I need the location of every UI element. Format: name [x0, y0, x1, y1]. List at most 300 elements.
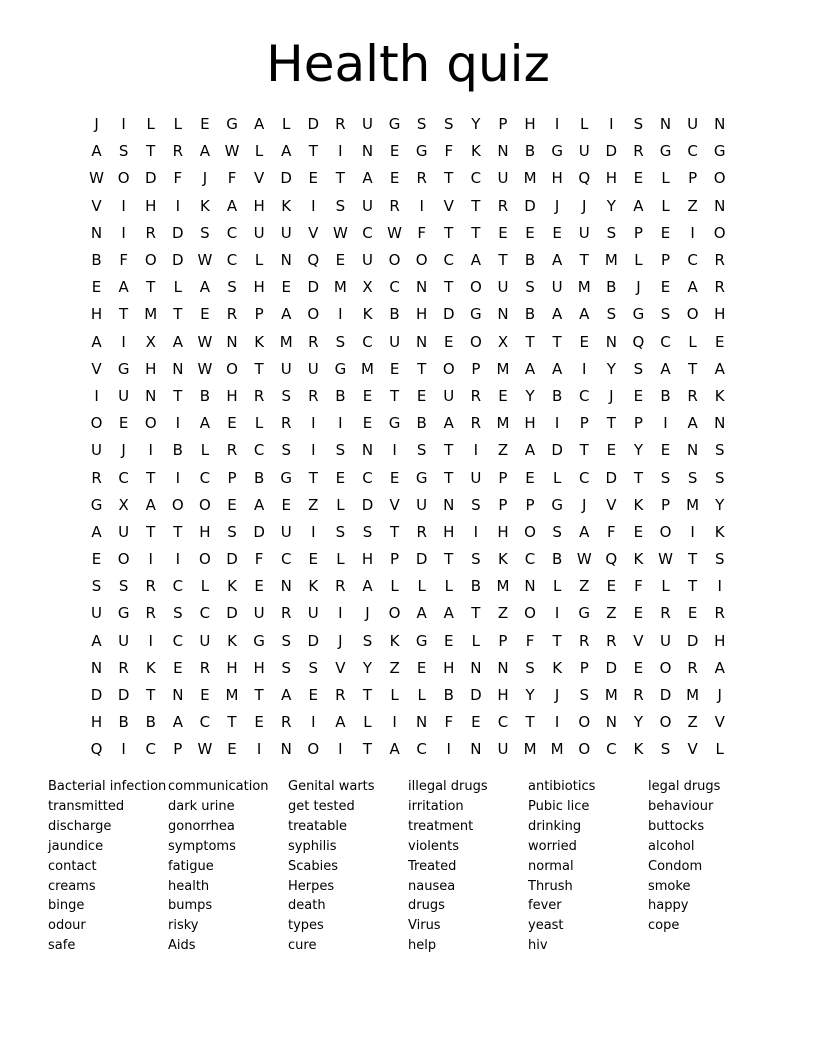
grid-letter: U [199, 631, 211, 650]
grid-letter: P [660, 251, 671, 270]
grid-letter: N [416, 713, 428, 732]
grid-letter: X [118, 495, 129, 514]
grid-letter: G [117, 604, 130, 623]
word-list-item: Herpes [288, 878, 335, 894]
grid-letter: M [333, 278, 347, 297]
grid-letter: L [715, 740, 724, 759]
grid-letter: J [717, 686, 722, 705]
grid-letter: R [308, 332, 319, 351]
grid-letter: T [335, 169, 345, 188]
grid-letter: S [660, 740, 671, 759]
grid-letter: F [254, 550, 264, 569]
grid-letter: R [416, 522, 427, 541]
word-list-item: nausea [408, 878, 456, 894]
grid-letter: O [144, 251, 157, 270]
grid-letter: G [226, 115, 238, 134]
grid-letter: D [415, 550, 428, 569]
grid-letter: I [717, 577, 722, 596]
grid-letter: U [497, 278, 509, 297]
grid-letter: A [389, 740, 400, 759]
grid-letter: H [497, 522, 509, 541]
grid-letter: M [496, 359, 510, 378]
grid-letter: U [91, 604, 103, 623]
grid-letter: D [605, 468, 618, 487]
word-list-item: binge [48, 898, 85, 914]
grid-letter: E [633, 169, 644, 188]
grid-row [83, 464, 733, 491]
grid-letter: S [660, 468, 671, 487]
grid-letter: R [416, 169, 427, 188]
grid-letter: L [390, 577, 399, 596]
grid-letter: I [311, 441, 316, 460]
grid-letter: S [91, 577, 102, 596]
grid-letter: J [554, 196, 560, 215]
grid-letter: E [552, 223, 562, 242]
grid-letter: I [338, 604, 343, 623]
word-list-item: behaviour [648, 798, 714, 814]
grid-letter: B [443, 686, 454, 705]
grid-letter: E [389, 468, 400, 487]
grid-letter: E [91, 278, 102, 297]
grid-letter: K [389, 631, 400, 650]
grid-letter: A [443, 414, 454, 433]
grid-letter: U [91, 441, 103, 460]
grid-letter: D [117, 686, 130, 705]
grid-letter: Q [632, 332, 645, 351]
grid-letter: M [523, 169, 537, 188]
grid-letter: R [633, 686, 644, 705]
word-list-item: drugs [408, 898, 445, 914]
grid-letter: L [688, 332, 697, 351]
grid-letter: U [551, 278, 563, 297]
grid-letter: P [173, 740, 183, 759]
grid-letter: Z [389, 658, 400, 677]
grid-letter: A [660, 359, 671, 378]
word-list-item: risky [168, 918, 199, 934]
word-list-item: Pubic lice [528, 798, 590, 814]
grid-letter: G [551, 142, 563, 161]
grid-letter: V [308, 223, 319, 242]
grid-letter: P [579, 414, 589, 433]
grid-letter: C [280, 550, 292, 569]
grid-letter: N [280, 251, 292, 270]
grid-letter: A [199, 414, 211, 433]
grid-row [83, 329, 733, 356]
grid-letter: L [173, 278, 182, 297]
grid-letter: I [311, 196, 316, 215]
grid-letter: R [91, 468, 102, 487]
grid-letter: D [90, 686, 103, 705]
grid-letter: O [171, 495, 184, 514]
grid-letter: L [444, 577, 453, 596]
grid-letter: N [145, 386, 157, 405]
grid-letter: I [392, 713, 397, 732]
grid-letter: Y [715, 495, 725, 514]
grid-letter: H [443, 522, 455, 541]
word-list-item: antibiotics [528, 779, 596, 794]
grid-letter: W [387, 223, 402, 242]
grid-letter: J [338, 631, 343, 650]
grid-letter: R [660, 604, 671, 623]
grid-letter: I [338, 740, 343, 759]
word-column [48, 777, 168, 956]
grid-letter: I [175, 196, 181, 215]
grid-letter: W [197, 251, 213, 270]
grid-letter: E [633, 658, 644, 677]
grid-letter: R [687, 658, 698, 677]
grid-letter: H [145, 359, 157, 378]
grid-letter: P [227, 468, 237, 487]
grid-letter: R [145, 604, 156, 623]
grid-letter: V [633, 631, 644, 650]
word-list-item: death [288, 898, 326, 914]
grid-letter: V [91, 196, 102, 215]
grid-letter: S [308, 658, 319, 677]
grid-letter: O [307, 740, 320, 759]
grid-letter: A [91, 631, 102, 650]
grid-letter: F [525, 631, 535, 650]
grid-letter: T [444, 278, 454, 297]
grid-letter: T [606, 414, 616, 433]
grid-letter: O [90, 414, 103, 433]
grid-letter: P [688, 169, 698, 188]
grid-letter: D [470, 686, 482, 705]
grid-letter: U [687, 115, 699, 134]
grid-letter: C [497, 713, 509, 732]
grid-letter: K [362, 305, 373, 324]
grid-letter: Z [497, 604, 509, 623]
grid-letter: I [175, 468, 181, 487]
word-column [288, 777, 408, 956]
grid-letter: A [91, 332, 102, 351]
word-list-item: gonorrhea [168, 818, 235, 834]
grid-letter: O [686, 305, 699, 324]
grid-letter: V [443, 196, 454, 215]
grid-letter: S [444, 115, 454, 134]
grid-letter: H [714, 305, 726, 324]
grid-letter: Y [525, 686, 535, 705]
grid-letter: C [524, 550, 536, 569]
grid-letter: E [200, 115, 210, 134]
grid-letter: A [552, 305, 563, 324]
grid-letter: S [714, 468, 725, 487]
grid-letter: R [714, 251, 725, 270]
grid-letter: L [146, 115, 155, 134]
grid-letter: S [660, 305, 671, 324]
grid-letter: I [338, 305, 343, 324]
grid-letter: S [200, 223, 210, 242]
word-list-item: types [288, 918, 324, 934]
grid-letter: H [226, 658, 238, 677]
grid-letter: I [690, 223, 695, 242]
grid-letter: A [335, 713, 346, 732]
grid-letter: R [389, 196, 400, 215]
grid-letter: P [471, 359, 481, 378]
grid-letter: U [253, 223, 265, 242]
grid-letter: N [659, 115, 672, 134]
grid-letter: N [443, 495, 455, 514]
grid-letter: Y [362, 658, 373, 677]
grid-letter: F [173, 169, 183, 188]
grid-letter: L [661, 577, 670, 596]
grid-letter: E [227, 414, 237, 433]
grid-letter: S [281, 441, 291, 460]
grid-letter: D [280, 169, 292, 188]
grid-letter: I [473, 441, 479, 460]
grid-letter: J [365, 604, 370, 623]
grid-letter: B [524, 305, 536, 324]
grid-letter: K [308, 577, 319, 596]
word-list-item: get tested [288, 798, 355, 814]
grid-letter: Y [525, 386, 535, 405]
grid-letter: C [606, 740, 617, 759]
grid-letter: C [199, 713, 211, 732]
grid-letter: D [172, 223, 184, 242]
grid-letter: T [254, 359, 264, 378]
grid-letter: L [254, 142, 264, 161]
grid-letter: T [471, 196, 481, 215]
grid-letter: S [281, 386, 291, 405]
grid-letter: E [200, 305, 210, 324]
grid-letter: K [227, 631, 237, 650]
grid-letter: K [227, 577, 237, 596]
grid-letter: E [335, 251, 346, 270]
grid-letter: A [199, 278, 211, 297]
word-list-item: cope [648, 918, 680, 934]
grid-letter: C [226, 251, 238, 270]
grid-letter: Y [606, 196, 616, 215]
grid-letter: G [551, 495, 563, 514]
word-list-item: hiv [528, 938, 548, 954]
grid-letter: S [471, 550, 481, 569]
grid-row [83, 274, 733, 301]
grid-letter: L [200, 577, 210, 596]
grid-letter: K [633, 495, 644, 514]
grid-letter: U [578, 223, 590, 242]
grid-letter: L [552, 577, 562, 596]
word-list-item: creams [48, 878, 96, 894]
grid-letter: S [525, 278, 535, 297]
grid-letter: J [582, 495, 587, 514]
grid-row [83, 138, 733, 165]
grid-letter: W [224, 142, 240, 161]
grid-letter: H [90, 305, 103, 324]
grid-letter: B [524, 142, 536, 161]
grid-letter: O [307, 305, 320, 324]
grid-letter: A [281, 305, 292, 324]
grid-letter: H [199, 522, 211, 541]
grid-letter: L [282, 115, 291, 134]
grid-letter: N [714, 115, 726, 134]
grid-letter: A [579, 522, 590, 541]
word-column [168, 777, 288, 956]
grid-letter: U [416, 495, 428, 514]
grid-letter: H [551, 169, 563, 188]
grid-letter: E [118, 414, 129, 433]
grid-letter: R [145, 223, 156, 242]
grid-letter: A [524, 441, 536, 460]
grid-letter: Z [606, 604, 617, 623]
grid-letter: L [200, 441, 210, 460]
grid-letter: N [416, 332, 428, 351]
grid-letter: Z [687, 196, 698, 215]
grid-letter: E [660, 278, 671, 297]
grid-letter: I [121, 332, 126, 351]
grid-letter: L [363, 713, 372, 732]
grid-letter: N [361, 441, 374, 460]
grid-letter: A [714, 359, 725, 378]
grid-letter: E [633, 522, 644, 541]
grid-letter: D [172, 251, 184, 270]
grid-letter: T [498, 251, 508, 270]
grid-letter: B [172, 441, 183, 460]
word-list-item: Aids [168, 938, 196, 954]
grid-letter: X [497, 332, 509, 351]
grid-letter: C [389, 278, 400, 297]
grid-letter: T [173, 386, 183, 405]
grid-row [83, 220, 733, 247]
grid-letter: G [117, 359, 130, 378]
grid-letter: S [227, 278, 237, 297]
grid-letter: C [199, 604, 211, 623]
grid-letter: F [444, 142, 454, 161]
grid-letter: A [226, 196, 238, 215]
grid-letter: Z [497, 441, 509, 460]
grid-letter: M [496, 577, 510, 596]
grid-letter: U [470, 468, 482, 487]
grid-letter: O [415, 251, 428, 270]
word-list-item: normal [528, 858, 574, 874]
grid-letter: A [199, 142, 211, 161]
grid-letter: R [497, 196, 509, 215]
grid-letter: N [172, 359, 184, 378]
grid-letter: S [633, 115, 644, 134]
grid-letter: S [362, 522, 373, 541]
grid-letter: C [199, 468, 211, 487]
grid-letter: H [524, 115, 536, 134]
grid-letter: R [280, 414, 292, 433]
grid-letter: D [686, 631, 699, 650]
grid-row [83, 247, 733, 274]
grid-letter: D [226, 550, 238, 569]
grid-row [83, 546, 733, 573]
grid-letter: E [471, 713, 481, 732]
grid-letter: U [307, 359, 319, 378]
grid-letter: N [280, 740, 292, 759]
grid-letter: A [687, 414, 698, 433]
grid-letter: L [173, 115, 182, 134]
grid-letter: T [688, 359, 698, 378]
grid-letter: I [94, 386, 99, 405]
grid-letter: E [308, 686, 319, 705]
grid-letter: O [524, 522, 536, 541]
grid-letter: C [362, 468, 373, 487]
grid-letter: T [308, 468, 318, 487]
grid-letter: M [550, 740, 564, 759]
grid-letter: P [498, 468, 508, 487]
grid-letter: S [714, 550, 725, 569]
grid-letter: G [713, 142, 726, 161]
grid-letter: S [335, 441, 346, 460]
grid-letter: S [335, 522, 346, 541]
grid-letter: J [554, 686, 560, 705]
grid-letter: G [253, 631, 265, 650]
grid-letter: T [688, 577, 698, 596]
page-title: Health quiz [266, 35, 550, 93]
grid-letter: H [145, 196, 157, 215]
grid-letter: T [362, 686, 373, 705]
grid-letter: T [254, 686, 264, 705]
grid-letter: T [362, 740, 373, 759]
grid-letter: O [226, 359, 238, 378]
grid-letter: H [605, 169, 617, 188]
grid-letter: C [172, 631, 184, 650]
grid-letter: I [121, 196, 126, 215]
grid-letter: O [388, 251, 401, 270]
grid-letter: C [578, 468, 590, 487]
grid-letter: S [552, 522, 562, 541]
word-list-item: contact [48, 858, 97, 874]
grid-letter: O [578, 740, 591, 759]
grid-letter: W [658, 550, 673, 569]
grid-row [83, 736, 733, 763]
grid-letter: S [118, 142, 129, 161]
grid-letter: U [389, 332, 401, 351]
grid-letter: B [199, 386, 211, 405]
grid-letter: L [336, 495, 345, 514]
grid-row [83, 301, 733, 328]
grid-letter: O [659, 658, 672, 677]
grid-letter: E [606, 577, 617, 596]
grid-letter: T [444, 441, 454, 460]
grid-letter: A [443, 604, 454, 623]
grid-letter: O [659, 522, 672, 541]
grid-letter: U [361, 196, 373, 215]
grid-row [83, 628, 733, 655]
grid-letter: Q [605, 550, 618, 569]
word-list-item: transmitted [48, 798, 125, 814]
grid-letter: I [554, 604, 560, 623]
grid-letter: M [577, 278, 591, 297]
grid-letter: R [226, 441, 238, 460]
grid-letter: N [497, 305, 509, 324]
grid-letter: T [119, 305, 129, 324]
grid-letter: R [714, 604, 725, 623]
grid-letter: H [714, 631, 726, 650]
grid-letter: N [470, 658, 482, 677]
grid-letter: R [335, 577, 346, 596]
grid-letter: C [687, 251, 698, 270]
grid-letter: S [227, 522, 237, 541]
grid-letter: E [389, 142, 400, 161]
grid-letter: A [253, 495, 265, 514]
grid-letter: D [659, 686, 672, 705]
grid-letter: A [362, 577, 373, 596]
grid-letter: K [714, 386, 725, 405]
word-list-item: buttocks [648, 818, 705, 834]
grid-letter: N [361, 142, 374, 161]
grid-letter: I [311, 713, 316, 732]
word-list-item: happy [648, 898, 689, 914]
grid-letter: T [227, 713, 237, 732]
grid-letter: D [307, 278, 320, 297]
grid-letter: N [686, 441, 699, 460]
grid-letter: M [686, 686, 700, 705]
grid-letter: U [497, 740, 509, 759]
grid-letter: L [417, 577, 426, 596]
grid-letter: L [552, 468, 562, 487]
grid-letter: H [416, 305, 428, 324]
